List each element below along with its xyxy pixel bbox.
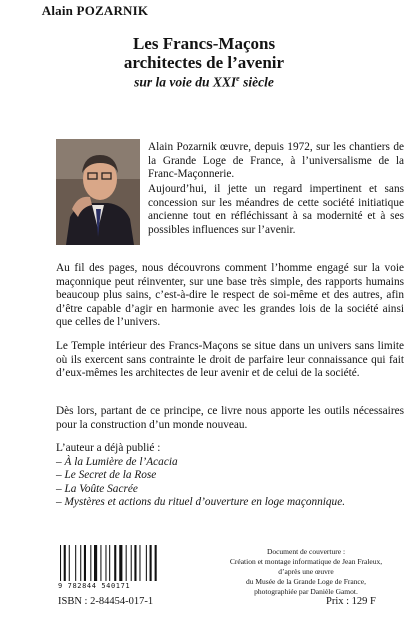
- cover-credits: [206, 547, 406, 597]
- subtitle-text-end: siècle: [239, 74, 274, 90]
- paragraph-5: Dès lors, partant de ce principe, ce livre nous apporte les outils nécessaires pour la construction d’un monde nouveau.: [56, 405, 404, 431]
- subtitle-text: sur la voie du XXI: [134, 74, 237, 90]
- book-title: [0, 34, 408, 72]
- published-intro: L’auteur a déjà publié :: [56, 442, 161, 454]
- credit-line: Création et montage informatique de Jean Fraleux,: [229, 557, 383, 566]
- credit-line: du Musée de la Grande Loge de France,: [246, 577, 366, 586]
- credit-line: photographiée par Danièle Gamot.: [254, 587, 358, 596]
- published-works: [56, 442, 404, 510]
- published-item: – Le Secret de la Rose: [56, 469, 157, 482]
- author-name: Alain POZARNIK: [41, 3, 149, 18]
- subtitle-superscript: e: [236, 74, 240, 83]
- price: Prix : 129 F: [326, 596, 376, 607]
- credit-line: d’après une œuvre: [278, 567, 334, 576]
- barcode-number: 9 782844 540171: [58, 582, 131, 590]
- title-line-2: architectes de l’avenir: [123, 53, 285, 72]
- paragraph-4: Le Temple intérieur des Francs-Maçons se situe dans un univers sans limite où ils exercent sans contrainte le droit de parfaire leur connaissance qui fait d’eux-mêmes les architectes de leur avenir et de celui de la société.: [56, 340, 404, 380]
- published-item: – La Voûte Sacrée: [56, 482, 138, 495]
- published-item: – Mystères et actions du rituel d’ouverture en loge maçonnique.: [56, 496, 346, 509]
- book-subtitle: [0, 74, 408, 91]
- author-photo: [56, 139, 140, 245]
- credit-line: Document de couverture :: [266, 547, 346, 556]
- published-item: – À la Lumière de l’Acacia: [56, 455, 178, 468]
- paragraph-2: Aujourd’hui, il jette un regard impertinent et sans concession sur les méandres de cette société initiatique ancienne tout en réfléchissant à sa modernité et à ses possibles influences sur l’avenir.: [148, 183, 404, 236]
- paragraph-3: Au fil des pages, nous découvrons comment l’homme engagé sur la voie maçonnique peut réinventer, sur une base très simple, des rapports humains beaucoup plus sains, c’est-à-dire le respect de soi-même et des autres, afin d’être capable d’agir en harmonie avec les grandes lois de la société ainsi que celles de l’univers.: [56, 262, 404, 329]
- title-line-1: Les Francs-Maçons: [132, 34, 276, 53]
- author-bio-paragraph: Alain Pozarnik œuvre, depuis 1972, sur les chantiers de la Grande Loge de France, à l’universalisme de la Franc-Maçonnerie.: [148, 141, 404, 181]
- isbn: ISBN : 2-84454-017-1: [58, 596, 154, 607]
